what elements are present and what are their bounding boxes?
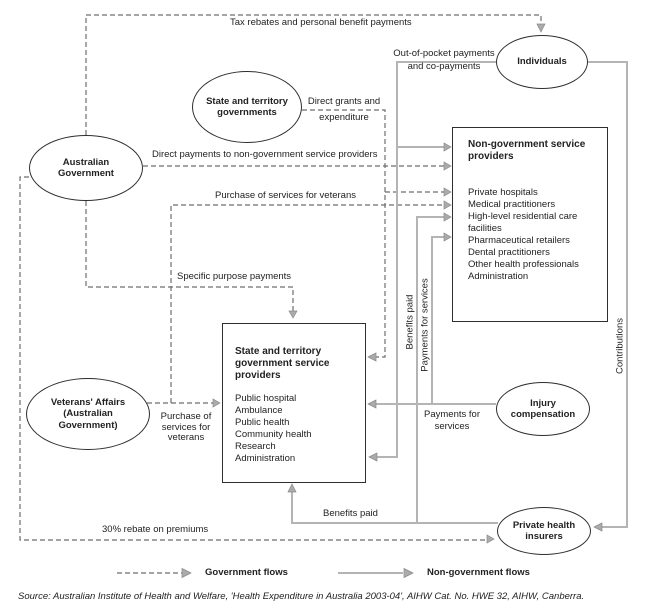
arrow-grants-into-stategov bbox=[368, 353, 376, 361]
node-label: Veterans' Affairs (Australian Government) bbox=[50, 396, 126, 431]
box-state-government-providers bbox=[222, 323, 366, 483]
provider-item: Other health professionals bbox=[468, 259, 579, 270]
flow-label-direct-payments: Direct payments to non-government service providers bbox=[152, 149, 378, 160]
flow-label-payments-services-vertical: Payments for services bbox=[419, 278, 431, 372]
provider-item: Community health bbox=[235, 429, 312, 440]
arrow-benefits-into-stategov bbox=[288, 484, 296, 492]
legend-government-arrowhead bbox=[182, 569, 191, 578]
provider-item: Ambulance bbox=[235, 405, 283, 416]
arrow-rebate-into-insurers bbox=[487, 535, 494, 543]
provider-item: Research bbox=[235, 441, 276, 452]
flow-label-rebate-premiums: 30% rebate on premiums bbox=[102, 524, 209, 535]
arrow-veterans-into-nongov bbox=[444, 201, 451, 209]
flow-label-payments-for-services: Payments for services bbox=[424, 409, 480, 432]
provider-item: High-level residential care facilities bbox=[468, 211, 578, 234]
node-label: Individuals bbox=[517, 56, 567, 68]
node-label: State and territory governments bbox=[206, 95, 288, 118]
node-label: Private health insurers bbox=[512, 519, 576, 542]
node-individuals bbox=[496, 35, 588, 89]
flow-label-benefits-paid: Benefits paid bbox=[323, 508, 378, 519]
arrow-specific-into-stategov bbox=[289, 311, 297, 318]
provider-item: Dental practitioners bbox=[468, 247, 550, 258]
provider-item: Administration bbox=[235, 453, 296, 464]
node-label: Australian Government bbox=[58, 156, 114, 179]
node-veterans-affairs bbox=[26, 378, 150, 450]
flow-label-benefits-paid-vertical: Benefits paid bbox=[404, 294, 416, 350]
source-note: Source: Australian Institute of Health and Welfare, 'Health Expenditure in Australia 2003-04', AIHW Cat. No. HWE 32, AIHW, Canberra. bbox=[18, 591, 585, 602]
arrow-oop-into-stategov bbox=[369, 453, 377, 461]
flow-label-purchase-veterans-bottom: Purchase of services for veterans bbox=[160, 411, 212, 443]
payments-services-branch-line bbox=[432, 237, 444, 404]
arrow-grants-into-nongov bbox=[444, 188, 451, 196]
legend-government-flows: Government flows bbox=[205, 567, 288, 578]
arrow-contributions-into-insurers bbox=[594, 523, 602, 531]
node-australian-government bbox=[29, 135, 143, 201]
arrow-veterans-into-stategov-left bbox=[213, 399, 220, 407]
arrow-into-individuals bbox=[537, 24, 545, 32]
specific-purpose-line bbox=[86, 201, 293, 311]
box-title: State and territory government service providers bbox=[235, 346, 330, 381]
provider-item: Private hospitals bbox=[468, 187, 538, 198]
arrow-payments-into-stategov bbox=[368, 400, 376, 408]
direct-grants-line bbox=[302, 110, 385, 357]
legend-non-government-flows: Non-government flows bbox=[427, 567, 530, 578]
provider-item: Administration bbox=[468, 271, 529, 282]
flow-label-direct-grants: Direct grants and expenditure bbox=[307, 96, 381, 123]
provider-item: Medical practitioners bbox=[468, 199, 556, 210]
node-state-territory-governments bbox=[192, 71, 302, 143]
flow-label-tax-rebates: Tax rebates and personal benefit payments bbox=[230, 17, 412, 28]
arrow-oop-into-nongov bbox=[444, 143, 451, 151]
box-title: Non-government service providers bbox=[468, 139, 586, 162]
flow-label-contributions: Contributions bbox=[614, 318, 626, 374]
node-private-health-insurers bbox=[497, 507, 591, 555]
node-label: Injury compensation bbox=[510, 397, 576, 420]
arrow-benefits-into-nongov bbox=[444, 213, 451, 221]
flow-label-out-of-pocket: Out-of-pocket payments and co-payments bbox=[393, 48, 495, 72]
node-injury-compensation bbox=[496, 382, 590, 436]
provider-item: Public hospital bbox=[235, 393, 297, 404]
provider-item: Pharmaceutical retailers bbox=[468, 235, 570, 246]
arrow-directpay-into-nongov bbox=[444, 162, 451, 170]
flow-label-purchase-veterans-top: Purchase of services for veterans bbox=[215, 190, 356, 201]
box-non-government-providers bbox=[452, 127, 608, 322]
flow-label-specific-purpose: Specific purpose payments bbox=[177, 271, 292, 282]
provider-item: Public health bbox=[235, 417, 290, 428]
arrow-payments-into-nongov bbox=[444, 233, 451, 241]
legend-non-government-arrowhead bbox=[404, 569, 413, 578]
